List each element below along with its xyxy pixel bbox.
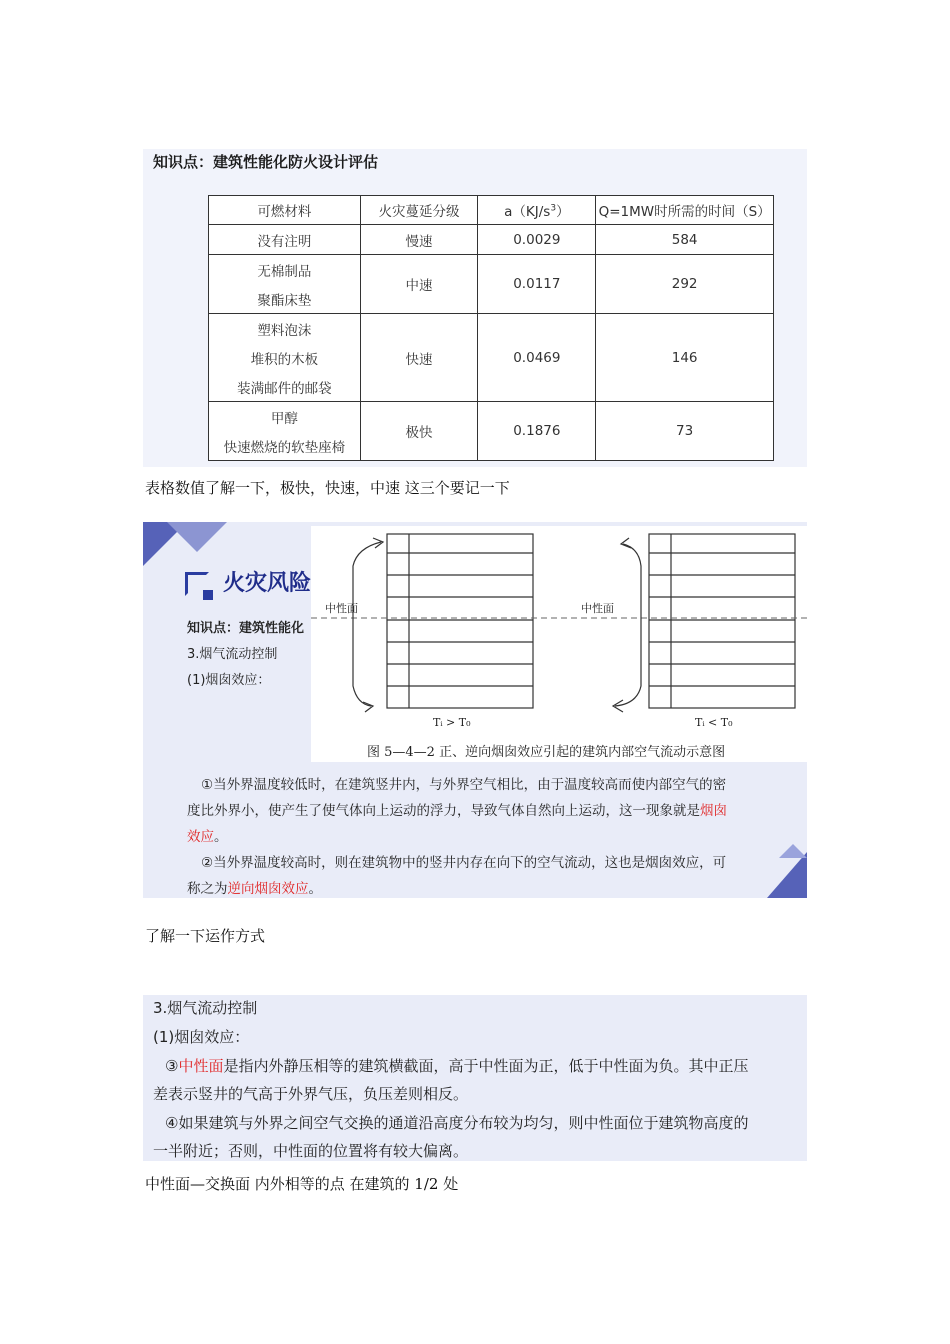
header-time: Q=1MW时所需的时间（S） [596,196,774,225]
left-flow-arrow [353,538,383,712]
time-cell: 73 [596,402,774,461]
fire-growth-table-image [143,149,807,467]
level-cell: 慢速 [360,225,478,255]
stack-effect-slide [143,522,807,898]
neutral-label-right: 中性面 [581,602,614,615]
caption-table-note: 表格数值了解一下，极快，快速，中速 这三个要记一下 [145,479,510,497]
header-material: 可燃材料 [209,196,361,225]
left-building [387,534,533,708]
material-cell: 快速燃烧的软垫座椅 [209,431,361,461]
para1-line3: 效应。 [187,829,228,845]
corner-decoration [167,522,227,552]
para2-line2: 称之为逆向烟囱效应。 [187,881,322,897]
a-cell: 0.0469 [478,314,596,402]
right-building [649,534,795,708]
knowledge-point-heading: 知识点：建筑性能化防火设计评估 [153,153,379,171]
a-cell: 0.0117 [478,255,596,314]
neutral-plane-slide [143,995,807,1161]
fire-growth-table [208,195,774,461]
subsection-label: (1)烟囱效应： [187,673,271,688]
neutral-label-left: 中性面 [325,602,358,615]
table-row [209,255,774,285]
table-row [209,402,774,432]
header-a: $a(KJ/s^3)$ [478,196,596,225]
point-3-line2: 差表示竖井的气高于外界气压，负压差则相反。 [153,1085,469,1103]
material-cell: 堆积的木板 [209,343,361,372]
figure-caption: 图 5—4—2 正、逆向烟囱效应引起的建筑内部空气流动示意图 [367,745,726,760]
stack-effect-figure [311,526,807,762]
para2-line1: ②当外界温度较高时，则在建筑物中的竖井内存在向下的空气流动，这也是烟囱效应，可 [201,855,727,871]
material-cell: 没有注明 [209,225,361,255]
table-header-row [209,196,774,225]
section-label: 3.烟气流动控制 [153,999,258,1017]
title-square-icon [185,572,209,596]
point-3-line1: ③中性面是指内外静压相等的建筑横截面，高于中性面为正，低于中性面为负。其中正压 [165,1057,749,1075]
table-row [209,314,774,344]
knowledge-point-label: 知识点：建筑性能化 [187,621,305,636]
level-cell: 极快 [360,402,478,461]
time-cell: 292 [596,255,774,314]
subsection-label: (1)烟囱效应： [153,1028,250,1046]
section-label: 3.烟气流动控制 [187,647,278,662]
material-cell: 塑料泡沫 [209,314,361,344]
caption-operation-note: 了解一下运作方式 [145,927,266,945]
condition-right: Tᵢ < T₀ [695,716,733,729]
level-cell: 中速 [360,255,478,314]
material-cell: 装满邮件的邮袋 [209,372,361,402]
time-cell: 584 [596,225,774,255]
material-cell: 无棉制品 [209,255,361,285]
caption-neutral-plane-note: 中性面—交换面 内外相等的点 在建筑的 1/2 处 [145,1175,459,1193]
a-cell: 0.1876 [478,402,596,461]
material-cell: 聚酯床垫 [209,284,361,314]
slide-title: 火灾风险 [223,571,312,596]
point-4-line2: 一半附近；否则，中性面的位置将有较大偏离。 [153,1142,469,1160]
table-row [209,225,774,255]
header-level: 火灾蔓延分级 [360,196,478,225]
material-cell: 甲醇 [209,402,361,432]
level-cell: 快速 [360,314,478,402]
right-flow-arrow [613,538,641,712]
time-cell: 146 [596,314,774,402]
point-4-line1: ④如果建筑与外界之间空气交换的通道沿高度分布较为均匀，则中性面位于建筑物高度的 [165,1114,749,1132]
condition-left: Tᵢ > T₀ [433,716,471,729]
para1-line2: 度比外界小，使产生了使气体向上运动的浮力，导致气体自然向上运动，这一现象就是烟囱 [187,803,727,819]
corner-decoration [779,844,807,858]
paragraph-1 [187,772,777,850]
paragraph-2 [187,850,777,898]
stack-effect-diagram [311,526,807,762]
a-cell: 0.0029 [478,225,596,255]
para1-line1: ①当外界温度较低时，在建筑竖井内，与外界空气相比，由于温度较高而使内部空气的密 [201,777,727,793]
